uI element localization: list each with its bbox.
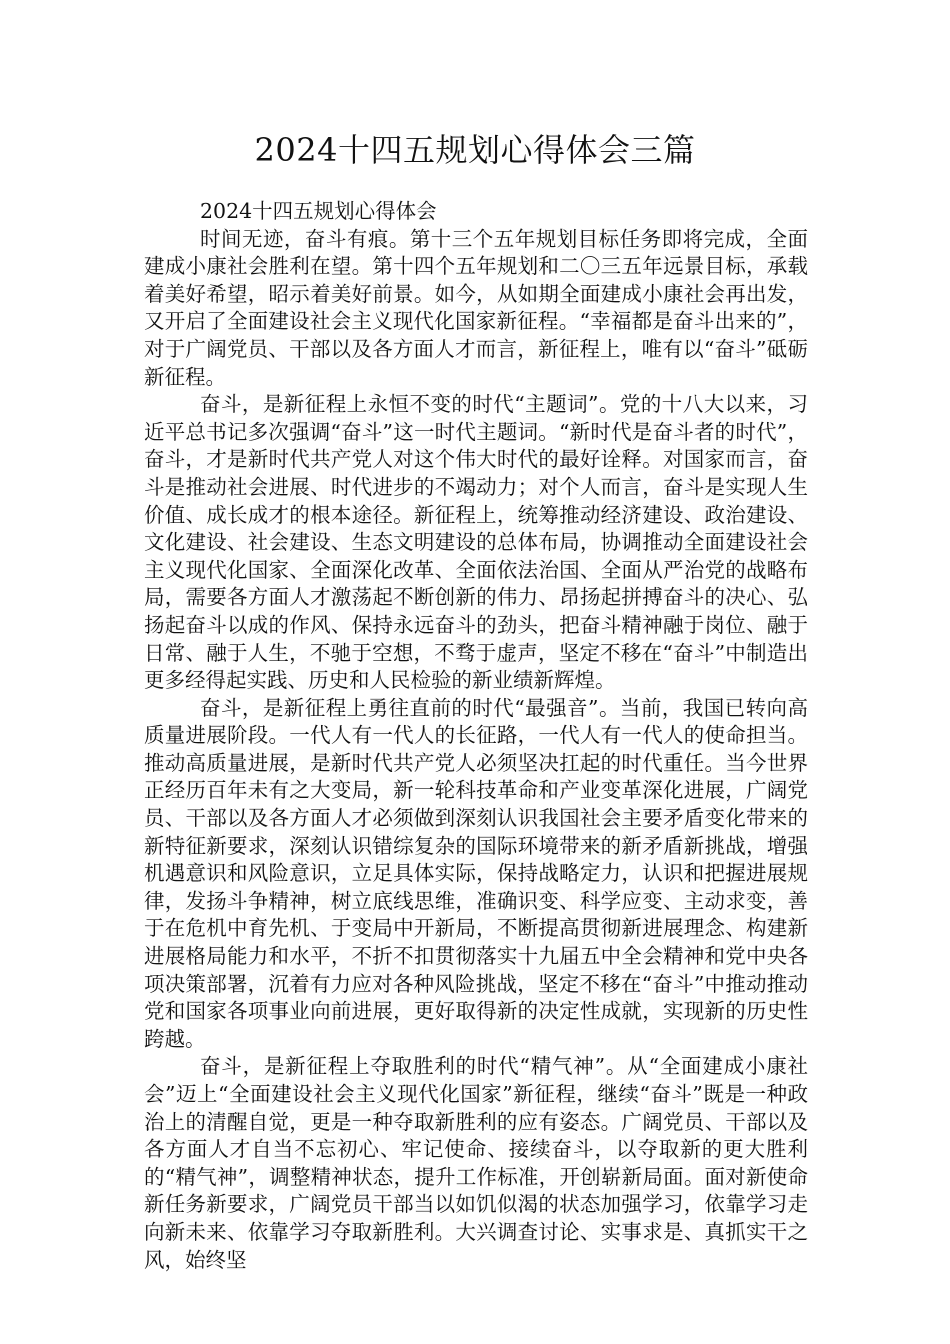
document-body [144,198,808,1274]
document-subtitle: 2024十四五规划心得体会 [200,199,437,223]
paragraph-4: 奋斗，是新征程上夺取胜利的时代“精气神”。从“全面建成小康社会”迈上“全面建设社会主义现代化国家”新征程，继续“奋斗”既是一种政治上的清醒自觉，更是一种夺取新胜利的应有姿态。广阔党员、干部以及各方面人才自当不忘初心、牢记使命、接续奋斗，以夺取新的更大胜利的“精气神”，调整精神状态，提升工作标准，开创崭新局面。面对新使命新任务新要求，广阔党员干部当以如饥似渴的状态加强学习，依靠学习走向新未来、依靠学习夺取新胜利。大兴调查讨论、实事求是、真抓实干之风，始终坚 [144,1054,808,1272]
paragraph-2: 奋斗，是新征程上永恒不变的时代“主题词”。党的十八大以来，习近平总书记多次强调“奋斗”这一时代主题词。“新时代是奋斗者的时代”，奋斗，才是新时代共产党人对这个伟大时代的最好诠释。对国家而言，奋斗是推动社会进展、时代进步的不竭动力；对个人而言，奋斗是实现人生价值、成长成才的根本途径。新征程上，统筹推动经济建设、政治建设、文化建设、社会建设、生态文明建设的总体布局，协调推动全面建设社会主义现代化国家、全面深化改革、全面依法治国、全面从严治党的战略布局，需要各方面人才激荡起不断创新的伟力、昂扬起拼搏奋斗的决心、弘扬起奋斗以成的作风、保持永远奋斗的劲头，把奋斗精神融于岗位、融于日常、融于人生，不驰于空想，不骛于虚声，坚定不移在“奋斗”中制造出更多经得起实践、历史和人民检验的新业绩新辉煌。 [144,392,808,693]
paragraph-1: 时间无迹，奋斗有痕。第十三个五年规划目标任务即将完成，全面建成小康社会胜利在望。第十四个五年规划和二〇三五年远景目标，承载着美好希望，昭示着美好前景。如今，从如期全面建成小康社会再出发，又开启了全面建设社会主义现代化国家新征程。“幸福都是奋斗出来的”，对于广阔党员、干部以及各方面人才而言，新征程上，唯有以“奋斗”砥砺新征程。 [144,226,808,389]
document-title: 2024十四五规划心得体会三篇 [254,131,696,169]
paragraph-3: 奋斗，是新征程上勇往直前的时代“最强音”。当前，我国已转向高质量进展阶段。一代人有一代人的长征路，一代人有一代人的使命担当。推动高质量进展，是新时代共产党人必须坚决扛起的时代重任。当今世界正经历百年未有之大变局，新一轮科技革命和产业变革深化进展，广阔党员、干部以及各方面人才必须做到深刻认识我国社会主要矛盾变化带来的新特征新要求，深刻认识错综复杂的国际环境带来的新矛盾新挑战，增强机遇意识和风险意识，立足具体实际，保持战略定力，认识和把握进展规律，发扬斗争精神，树立底线思维，准确识变、科学应变、主动求变，善于在危机中育先机、于变局中开新局，不断提高贯彻新进展理念、构建新进展格局能力和水平，不折不扣贯彻落实十九届五中全会精神和党中央各项决策部署，沉着有力应对各种风险挑战，坚定不移在“奋斗”中推动推动党和国家各项事业向前进展，更好取得新的决定性成就，实现新的历史性跨越。 [144,695,808,1051]
